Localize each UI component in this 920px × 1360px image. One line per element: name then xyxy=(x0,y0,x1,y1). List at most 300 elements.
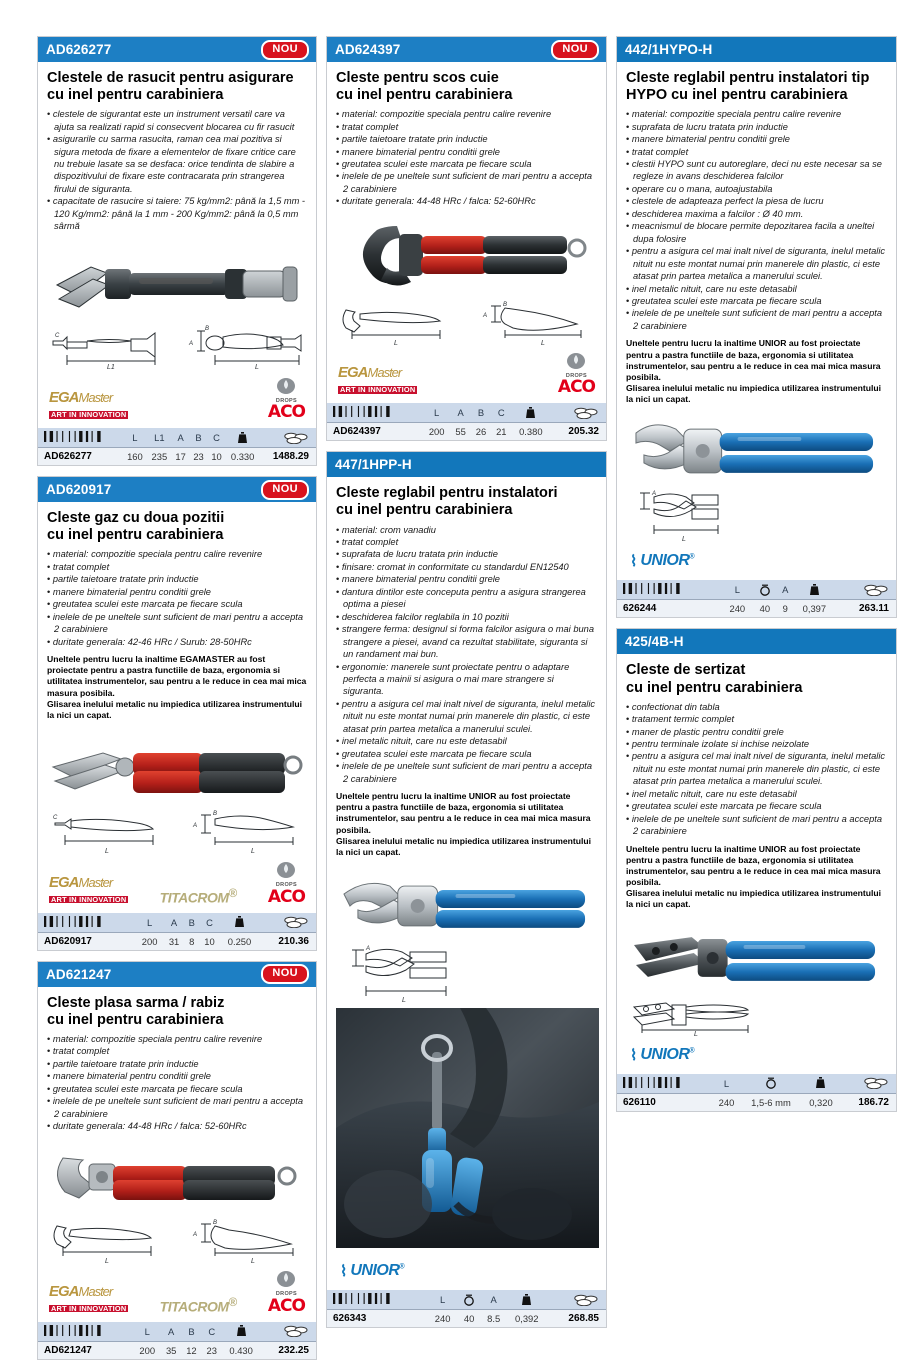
note-paragraph: Glisarea inelului metalic nu impiedica utilizarea instrumentului la nici un capat. xyxy=(47,698,303,720)
technical-drawing xyxy=(477,298,597,346)
note-paragraph: Uneltele pentru lucru la inaltime UNIOR au fost proiectate pentru a pastra functiile de baza, ergonomia si utilitatea instrumentelor, sau pentru a le reduce in cea mai mica masura posibila. xyxy=(626,843,881,888)
svg-text:B: B xyxy=(213,1220,218,1227)
product-card-AD621247 xyxy=(37,961,317,1360)
product-code: AD621247 xyxy=(46,966,112,982)
feature-item: • tratat complet xyxy=(626,146,887,158)
spec-cell: 268.85 xyxy=(547,1310,606,1328)
svg-text:L: L xyxy=(682,536,686,544)
spec-cell: 0.430 xyxy=(222,1341,261,1359)
feature-list xyxy=(626,108,887,332)
drawing-row xyxy=(626,487,887,543)
specification-table xyxy=(617,1074,896,1111)
feature-item: • tratat complet xyxy=(336,121,597,133)
spec-cell: 240 xyxy=(428,1310,457,1328)
svg-text:A: A xyxy=(189,340,194,347)
feature-item: • clestele de adapteaza perfect la piesa de lucru xyxy=(626,195,887,207)
svg-text:C: C xyxy=(55,332,60,339)
specification-table xyxy=(38,913,316,950)
column-header-C: C xyxy=(199,913,220,933)
feature-item: • inelele de pe uneltele sunt suficient de mari pentru a accepta 2 carabiniere xyxy=(626,813,887,838)
svg-text:L: L xyxy=(394,339,398,346)
product-title xyxy=(626,662,887,696)
spec-cell: 8.5 xyxy=(481,1310,506,1328)
column-header-A: A xyxy=(450,403,470,423)
feature-item: • capacitate de rasucire si taiere: 75 kg/mm2: până la 1,5 mm - 120 Kg/mm2: până la 1 mm - 200 Kg/mm2: până la 0,5 mm sârmă xyxy=(47,195,307,232)
drawing-row xyxy=(47,1216,307,1264)
table-header-row xyxy=(38,913,316,933)
new-badge: NOU xyxy=(551,40,599,60)
svg-text:C: C xyxy=(53,815,58,822)
feature-item: • greutatea sculei este marcata pe fiecare scula xyxy=(47,598,307,610)
product-code-header xyxy=(617,629,896,654)
brand-logo-row xyxy=(626,1043,887,1069)
card-body xyxy=(617,654,896,1073)
spacer xyxy=(626,543,887,545)
feature-item: • tratat complet xyxy=(47,561,307,573)
spec-cell: 186.72 xyxy=(840,1093,896,1111)
drawing-row xyxy=(336,298,597,346)
technical-drawing xyxy=(187,1216,307,1264)
spec-cell: 200 xyxy=(423,423,451,441)
feature-item: • dantura dintilor este conceputa pentru a asigura strangerea optima a piesei xyxy=(336,586,597,611)
spec-cell: 0.330 xyxy=(226,448,260,466)
brand-logo-row xyxy=(336,1259,597,1285)
safety-note xyxy=(336,791,597,858)
product-photo xyxy=(336,864,597,940)
product-code: AD624397 xyxy=(335,42,401,57)
feature-item: • manere bimaterial pentru conditii grele xyxy=(336,573,597,585)
price-icon xyxy=(550,403,606,423)
column-header-L: L xyxy=(423,403,451,423)
product-photo xyxy=(336,214,597,296)
feature-item: • greutatea sculei este marcata pe fiecare scula xyxy=(626,800,887,812)
spec-cell: 0,392 xyxy=(506,1310,547,1328)
ega-master-logo: EGAMaster ART IN INNOVATION xyxy=(49,389,127,420)
feature-item: • inelele de pe uneltele sunt suficient de mari pentru a accepta 2 carabiniere xyxy=(336,760,597,785)
specification-table xyxy=(38,428,316,465)
product-code-header xyxy=(38,477,316,502)
feature-item: • greutatea sculei este marcata pe fiecare scula xyxy=(626,295,887,307)
column-header-C: C xyxy=(491,403,511,423)
titacrom-logo: TITACROM® xyxy=(159,886,237,906)
barcode-icon xyxy=(38,913,136,933)
column-header-L: L xyxy=(136,913,164,933)
table-row xyxy=(38,448,316,466)
safety-note xyxy=(626,338,887,405)
table-row xyxy=(327,423,606,441)
feature-item: • confectionat din tabla xyxy=(626,701,887,713)
feature-item: • greutatea sculei este marcata pe fiecare scula xyxy=(47,1083,307,1095)
price-icon xyxy=(547,1290,606,1310)
technical-drawing xyxy=(47,321,173,371)
spec-cell: 17 xyxy=(172,448,190,466)
column-3 xyxy=(616,36,897,1265)
product-card-442-1HYPO-H xyxy=(616,36,897,618)
product-card-425-4B-H xyxy=(616,628,897,1111)
product-title-line: cu inel pentru carabiniera xyxy=(47,1011,224,1028)
product-photo xyxy=(626,917,887,993)
technical-drawing xyxy=(336,942,456,1004)
technical-drawing xyxy=(47,1216,167,1264)
product-title xyxy=(336,485,597,519)
new-badge: NOU xyxy=(261,480,309,500)
product-code-header xyxy=(327,452,606,477)
feature-item: • material: compozitie speciala pentru calire revenire xyxy=(47,1033,307,1045)
spec-cell: AD624397 xyxy=(327,423,423,441)
svg-text:A: A xyxy=(483,312,488,319)
product-title-line: cu inel pentru carabiniera xyxy=(336,87,513,104)
card-body xyxy=(327,477,606,1290)
weight-icon xyxy=(506,1290,547,1310)
product-title-line: Cleste de sertizat xyxy=(626,662,746,679)
feature-item: • duritate generala: 42-46 HRc / Surub: 28-50HRc xyxy=(47,636,307,648)
drawing-row xyxy=(626,995,887,1037)
spec-cell: 200 xyxy=(133,1341,161,1359)
spec-cell: 205.32 xyxy=(550,423,606,441)
feature-list xyxy=(336,524,597,786)
product-title xyxy=(47,995,307,1029)
product-title-line: HYPO cu inel pentru carabiniera xyxy=(626,87,848,104)
feature-item: • duritate generala: 44-48 HRc / falca: 52-60HRc xyxy=(47,1120,307,1132)
table-header-row xyxy=(617,1074,896,1094)
technical-drawing xyxy=(47,807,167,855)
spec-cell: 0.250 xyxy=(220,932,259,950)
jaw-opening-icon xyxy=(753,580,778,600)
product-title xyxy=(336,70,597,104)
note-paragraph: Glisarea inelului metalic nu impiedica utilizarea instrumentului la nici un capat. xyxy=(336,835,592,857)
feature-item: • tratat complet xyxy=(336,536,597,548)
technical-drawing xyxy=(626,487,726,543)
note-paragraph: Glisarea inelului metalic nu impiedica utilizarea instrumentului la nici un capat. xyxy=(626,383,882,405)
product-photo xyxy=(47,727,307,805)
spec-cell: 626110 xyxy=(617,1093,713,1111)
feature-item: • deschiderea falcilor reglabila in 10 pozitii xyxy=(336,611,597,623)
spec-cell: AD620917 xyxy=(38,932,136,950)
note-paragraph: Glisarea inelului metalic nu impiedica utilizarea instrumentului la nici un capat. xyxy=(626,888,882,910)
spec-cell: 240 xyxy=(722,600,752,618)
spec-cell: 31 xyxy=(164,932,185,950)
note-paragraph: Uneltele pentru lucru la inaltime UNIOR au fost proiectate pentru a pastra functiile de baza, ergonomia si utilitatea instrumentelor, sau pentru a le reduce in cea mai mica masura posibila. xyxy=(626,338,881,382)
column-header-L: L xyxy=(123,428,147,448)
product-title xyxy=(47,70,307,104)
feature-item: • inel metalic nituit, care nu este detasabil xyxy=(336,735,597,747)
technical-drawing xyxy=(187,807,307,855)
spec-cell: 9 xyxy=(777,600,793,618)
spec-cell: 0,397 xyxy=(793,600,835,618)
card-body xyxy=(38,502,316,912)
svg-text:A: A xyxy=(366,946,371,953)
specification-table xyxy=(617,580,896,617)
weight-icon xyxy=(793,580,835,600)
spec-cell: 12 xyxy=(181,1341,201,1359)
barcode-icon xyxy=(38,1322,133,1342)
drawing-row xyxy=(47,807,307,855)
table-row xyxy=(38,932,316,950)
spec-cell: 235 xyxy=(147,448,171,466)
feature-list xyxy=(47,548,307,648)
feature-item: • asigurarile cu sarma rasucita, raman cea mai pozitiva si sigura metoda de fixare a elementelor de fixare critice care nu trebuie lasate sa se desfaca: orice tendinta de slabire a dispozitivului de fixare este contracarata prin strangerea firului de siguranta. xyxy=(47,133,307,195)
feature-item: • operare cu o mana, autoajustabila xyxy=(626,183,887,195)
product-code: 425/4B-H xyxy=(625,634,684,650)
product-title-line: cu inel pentru carabiniera xyxy=(47,87,224,104)
spacer xyxy=(336,1253,597,1255)
spec-cell: 0,320 xyxy=(802,1093,841,1111)
spec-cell: 1,5-6 mm xyxy=(740,1093,801,1111)
svg-text:B: B xyxy=(205,325,210,332)
column-header-L: L xyxy=(713,1074,741,1094)
weight-icon xyxy=(220,913,259,933)
drawing-row xyxy=(47,321,307,371)
feature-item: • inel metalic nituit, care nu este detasabil xyxy=(626,788,887,800)
spec-cell: 10 xyxy=(199,932,220,950)
safety-note xyxy=(47,654,307,721)
card-body xyxy=(38,987,316,1322)
svg-text:A: A xyxy=(652,491,657,498)
column-header-L: L xyxy=(722,580,752,600)
spacer xyxy=(47,855,307,857)
spec-cell: 23 xyxy=(190,448,208,466)
spec-cell: 10 xyxy=(208,448,226,466)
brand-logo-row xyxy=(47,377,307,424)
spec-cell: 0.380 xyxy=(511,423,550,441)
product-title-line: cu inel pentru carabiniera xyxy=(336,502,513,519)
spacer xyxy=(47,371,307,373)
weight-icon xyxy=(226,428,260,448)
card-body xyxy=(38,62,316,428)
aco-drops-logo: DROPS ACO xyxy=(268,861,305,906)
unior-logo: ⌇ UNIOR® xyxy=(340,1262,405,1281)
feature-item: • greutatea sculei este marcata pe fiecare scula xyxy=(336,748,597,760)
svg-text:L: L xyxy=(105,1258,109,1265)
svg-text:L: L xyxy=(402,997,406,1005)
feature-item: • partile taietoare tratate prin inductie xyxy=(47,573,307,585)
note-paragraph: Uneltele pentru lucru la inaltime UNIOR au fost proiectate pentru a pastra functiile de baza, ergonomia si utilitatea instrumentelor, sau pentru a le reduce in cea mai mica masura posibila. xyxy=(336,791,591,835)
spec-cell: AD626277 xyxy=(38,448,123,466)
feature-item: • inelele de pe uneltele sunt suficient de mari pentru a accepta 2 carabiniere xyxy=(47,611,307,636)
spec-cell: 40 xyxy=(753,600,778,618)
svg-text:B: B xyxy=(503,301,508,308)
product-photo xyxy=(47,239,307,319)
product-title-line: Cleste reglabil pentru instalatori tip xyxy=(626,70,870,86)
unior-logo: ⌇ UNIOR® xyxy=(630,552,695,571)
spec-cell: 210.36 xyxy=(259,932,316,950)
spacer xyxy=(47,1264,307,1266)
brand-logo-row xyxy=(336,352,597,399)
spec-cell: AD621247 xyxy=(38,1341,133,1359)
product-title xyxy=(626,70,887,104)
column-header-L: L xyxy=(133,1322,161,1342)
feature-item: • deschiderea maxima a falcilor : Ø 40 mm. xyxy=(626,208,887,220)
product-photo xyxy=(47,1138,307,1214)
table-row xyxy=(617,1093,896,1111)
svg-text:L: L xyxy=(251,848,255,856)
feature-list xyxy=(336,108,597,208)
note-paragraph: Uneltele pentru lucru la inaltime EGAMASTER au fost proiectate pentru a pastra functiile de baza, ergonomia si utilitatea instrumentelor, sau pentru a le reduce in cea mai mica masura posibila. xyxy=(47,654,307,698)
feature-list xyxy=(47,108,307,233)
aco-drops-logo: DROPS ACO xyxy=(268,1270,305,1315)
card-body xyxy=(327,62,606,403)
column-2 xyxy=(326,36,607,1325)
feature-item: • inelele de pe uneltele sunt suficient de mari pentru a accepta 2 carabiniere xyxy=(626,307,887,332)
feature-item: • strangere ferma: designul si forma falcilor asigura o mai buna strangere a piesei, avand ca rezultat stabilitate, siguranta si un randament mai bun. xyxy=(336,623,597,660)
spec-cell: 55 xyxy=(450,423,470,441)
spec-cell: 263.11 xyxy=(836,600,896,618)
column-header-L: L xyxy=(428,1290,457,1310)
svg-text:L1: L1 xyxy=(107,363,115,371)
product-title xyxy=(47,510,307,544)
feature-item: • manere bimaterial pentru conditii grele xyxy=(47,1070,307,1082)
specification-table xyxy=(38,1322,316,1359)
feature-list xyxy=(47,1033,307,1133)
column-header-B: B xyxy=(471,403,491,423)
unior-logo: ⌇ UNIOR® xyxy=(630,1045,695,1064)
spacer xyxy=(336,346,597,348)
feature-item: • clestii HYPO sunt cu autoreglare, deci nu este necesar sa se regleze in avans deschiderea falcilor xyxy=(626,158,887,183)
feature-item: • maner de plastic pentru conditii grele xyxy=(626,726,887,738)
column-header-A: A xyxy=(172,428,190,448)
svg-text:L: L xyxy=(255,363,259,371)
svg-text:L: L xyxy=(694,1030,698,1037)
new-badge: NOU xyxy=(261,40,309,60)
price-icon xyxy=(259,913,316,933)
product-card-AD624397 xyxy=(326,36,607,441)
svg-text:L: L xyxy=(541,339,545,346)
product-code: 442/1HYPO-H xyxy=(625,42,713,57)
specification-table xyxy=(327,1290,606,1327)
column-header-L1: L1 xyxy=(147,428,171,448)
brand-logo-row xyxy=(47,1270,307,1317)
technical-drawing xyxy=(181,321,307,371)
column-header-A: A xyxy=(777,580,793,600)
product-card-AD620917 xyxy=(37,476,317,950)
feature-item: • ergonomie: manerele sunt proiectate pentru o adaptare perfecta a mainii si asigura o mai mare strangere si siguranta. xyxy=(336,661,597,698)
spec-cell: 200 xyxy=(136,932,164,950)
feature-item: • material: crom vanadiu xyxy=(336,524,597,536)
spec-cell: 26 xyxy=(471,423,491,441)
product-title-line: cu inel pentru carabiniera xyxy=(47,527,224,544)
titacrom-logo: TITACROM® xyxy=(159,1296,237,1315)
column-1 xyxy=(37,36,317,1356)
spec-cell: 8 xyxy=(184,932,199,950)
drops-icon xyxy=(566,352,586,370)
svg-text:L: L xyxy=(105,848,109,856)
feature-item: • tratament termic complet xyxy=(626,713,887,725)
table-row xyxy=(327,1310,606,1328)
card-body xyxy=(617,62,896,580)
table-row xyxy=(38,1341,316,1359)
column-header-A: A xyxy=(481,1290,506,1310)
feature-item: • pentru a asigura cel mai inalt nivel de siguranta, inelul metalic nituit nu este montat numai prin manerele din plastic, ci este atasat prin partea metalica a manerului sculei. xyxy=(626,245,887,282)
product-code-header xyxy=(617,37,896,62)
brand-logo-row xyxy=(47,861,307,908)
spec-cell: 232.25 xyxy=(260,1341,316,1359)
drops-icon xyxy=(276,377,296,395)
spec-cell: 626343 xyxy=(327,1310,428,1328)
safety-note xyxy=(626,844,887,911)
technical-drawing xyxy=(626,995,756,1037)
drops-icon xyxy=(276,861,296,879)
ega-master-logo: EGAMaster ART IN INNOVATION xyxy=(49,873,127,904)
application-photo xyxy=(336,1008,597,1253)
svg-text:A: A xyxy=(193,1232,198,1239)
price-icon xyxy=(260,428,316,448)
feature-item: • greutatea sculei este marcata pe fiecare scula xyxy=(336,158,597,170)
feature-item: • pentru a asigura cel mai inalt nivel de siguranta, inelul metalic nituit nu este montat numai prin manerele din plastic, ci este atasat prin partea metalica a manerului sculei. xyxy=(336,698,597,735)
feature-item: • partile taietoare tratate prin inductie xyxy=(336,133,597,145)
spec-cell: 240 xyxy=(713,1093,741,1111)
column-header-B: B xyxy=(190,428,208,448)
feature-item: • manere bimaterial pentru conditii grele xyxy=(336,146,597,158)
barcode-icon xyxy=(327,403,423,423)
barcode-icon xyxy=(327,1290,428,1310)
feature-item: • meacnismul de blocare permite depozitarea facila a uneltei dupa folosire xyxy=(626,220,887,245)
column-header-B: B xyxy=(184,913,199,933)
feature-item: • manere bimaterial pentru conditii grele xyxy=(626,133,887,145)
feature-item: • suprafata de lucru tratata prin inductie xyxy=(626,121,887,133)
table-header-row xyxy=(327,403,606,423)
svg-text:B: B xyxy=(213,811,218,818)
feature-item: • material: compozitie speciala pentru calire revenire xyxy=(336,108,597,120)
drawing-row xyxy=(336,942,597,1004)
barcode-icon xyxy=(617,580,722,600)
spec-cell: 626244 xyxy=(617,600,722,618)
svg-text:L: L xyxy=(251,1258,255,1265)
table-header-row xyxy=(38,1322,316,1342)
ega-master-logo: EGAMaster ART IN INNOVATION xyxy=(49,1282,127,1313)
spec-cell: 40 xyxy=(457,1310,481,1328)
product-code-header xyxy=(38,37,316,62)
feature-item: • pentru a asigura cel mai inalt nivel de siguranta, inelul metalic nituit nu este montat numai prin manerele din plastic, ci este atasat prin partea metalica a manerului sculei. xyxy=(626,750,887,787)
feature-item: • tratat complet xyxy=(47,1045,307,1057)
product-title-line: cu inel pentru carabiniera xyxy=(626,679,803,696)
new-badge: NOU xyxy=(261,964,309,984)
feature-item: • pentru terminale izolate si inchise neizolate xyxy=(626,738,887,750)
spec-cell: 160 xyxy=(123,448,147,466)
technical-drawing xyxy=(336,298,456,346)
feature-item: • duritate generala: 44-48 HRc / falca: 52-60HRc xyxy=(336,195,597,207)
aco-drops-logo: DROPS ACO xyxy=(558,352,595,397)
product-code: AD620917 xyxy=(46,482,112,498)
product-photo xyxy=(626,411,887,485)
feature-item: • inel metalic nituit, care nu este detasabil xyxy=(626,283,887,295)
product-title-line: Cleste reglabil pentru instalatori xyxy=(336,485,558,502)
feature-item: • inelele de pe uneltele sunt suficient de mari pentru a accepta 2 carabiniere xyxy=(336,170,597,195)
table-row xyxy=(617,600,896,618)
table-header-row xyxy=(327,1290,606,1310)
spec-cell: 23 xyxy=(202,1341,222,1359)
weight-icon xyxy=(222,1322,261,1342)
feature-item: • finisare: cromat in conformitate cu standardul EN12540 xyxy=(336,561,597,573)
aco-drops-logo: DROPS ACO xyxy=(268,377,305,422)
product-card-AD626277 xyxy=(37,36,317,466)
weight-icon xyxy=(802,1074,841,1094)
weight-icon xyxy=(511,403,550,423)
price-icon xyxy=(260,1322,316,1342)
brand-logo-row xyxy=(626,549,887,575)
drops-icon xyxy=(276,1270,296,1288)
table-header-row xyxy=(38,428,316,448)
spec-cell: 35 xyxy=(161,1341,181,1359)
feature-item: • clestele de sigurantat este un instrument versatil care va ajuta sa realizati rapid si consecvent blocarea cu fir rasucit xyxy=(47,108,307,133)
ega-master-logo: EGAMaster ART IN INNOVATION xyxy=(338,364,416,395)
product-code: 447/1HPP-H xyxy=(335,457,412,473)
jaw-opening-icon xyxy=(740,1074,801,1094)
feature-item: • suprafata de lucru tratata prin inductie xyxy=(336,548,597,560)
product-title-line: Clestele de rasucit pentru asigurare xyxy=(47,70,294,86)
column-header-B: B xyxy=(181,1322,201,1342)
barcode-icon xyxy=(617,1074,713,1094)
column-header-C: C xyxy=(208,428,226,448)
